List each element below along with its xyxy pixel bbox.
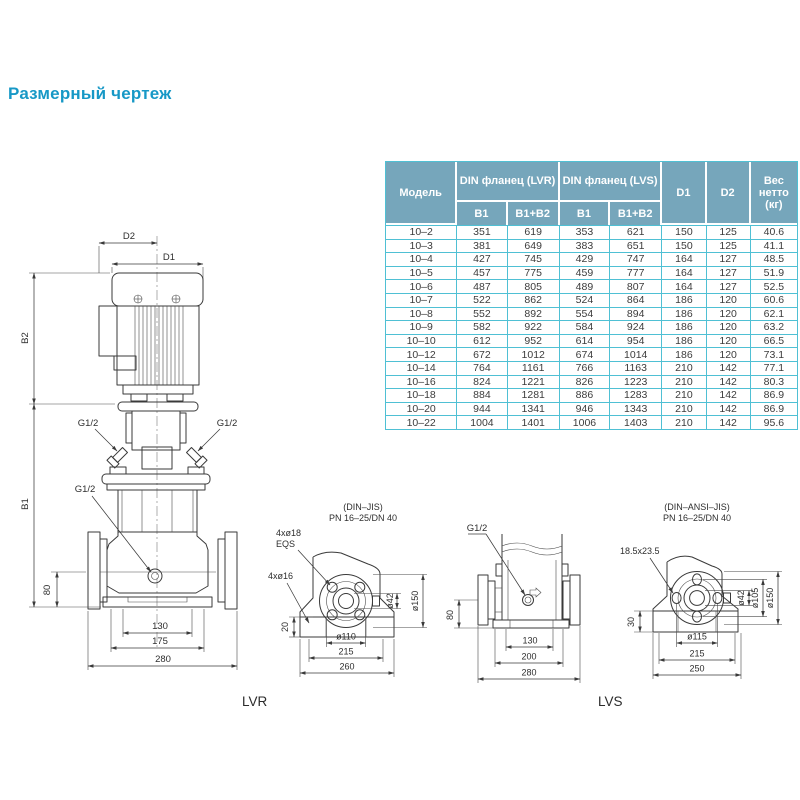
table-cell: 127 [707,279,751,293]
table-row [386,279,797,293]
dim-30-label: 30 [626,616,636,628]
table-cell: 120 [707,293,751,307]
table-cell: 884 [457,388,507,402]
table-cell: 142 [707,375,751,389]
table-row [386,415,797,429]
hole-callout-eqs: EQS [276,539,296,549]
table-cell: 651 [610,239,662,253]
table-cell: 922 [508,320,560,334]
lvs-end-title: (DIN–ANSI–JIS) [664,502,730,512]
dim-80-label: 80 [42,584,53,596]
table-cell: 66.5 [751,334,797,348]
table-cell: 48.5 [751,252,797,266]
g12-label-left: G1/2 [77,418,99,429]
table-cell: 150 [662,239,706,253]
dim-d150-label: ø150 [765,587,775,609]
dim-200-label: 200 [521,651,537,662]
dim-130-label: 130 [522,635,538,646]
table-cell: 924 [610,320,662,334]
lvr-end-subtitle: PN 16–25/DN 40 [328,513,398,523]
table-cell: 186 [662,307,706,321]
page-title: Размерный чертеж [8,84,172,103]
table-cell: 164 [662,279,706,293]
lvr-end-view-drawing [253,500,463,700]
table-cell: 210 [662,375,706,389]
table-cell: 95.6 [751,415,797,429]
base-foot [493,620,569,628]
table-cell: 41.1 [751,239,797,253]
table-cell: 80.3 [751,375,797,389]
table-cell: 892 [508,307,560,321]
table-cell: 459 [560,266,610,280]
vent-plug-right [185,446,207,468]
table-cell: 10–9 [386,320,457,334]
vent-plug-left [107,446,129,468]
table-cell: 489 [560,279,610,293]
suction-flange [88,532,100,609]
table-cell: 1403 [610,415,662,429]
table-cell: 142 [707,361,751,375]
table-cell: 944 [457,402,507,416]
table-cell: 1012 [508,347,560,361]
table-cell: 552 [457,307,507,321]
table-cell: 10–6 [386,279,457,293]
table-cell: 649 [508,239,560,253]
table-row [386,375,797,389]
table-row [386,266,797,280]
table-cell: 582 [457,320,507,334]
table-cell: 142 [707,402,751,416]
table-cell: 186 [662,320,706,334]
table-cell: 524 [560,293,610,307]
table-row [386,293,797,307]
drain-plug [523,595,534,606]
flange-right [570,575,580,625]
dim-20-label: 20 [280,621,290,633]
table-cell: 86.9 [751,402,797,416]
dim-250-label: 250 [689,663,705,674]
table-cell: 1281 [508,388,560,402]
col-header-lvs-b1: B1 [560,202,610,225]
hole-callout-4x18: 4xø18 [276,528,302,538]
table-cell: 10–18 [386,388,457,402]
table-cell: 1341 [508,402,560,416]
table-cell: 554 [560,307,610,321]
table-cell: 612 [457,334,507,348]
coupling-flange [118,402,198,411]
pump-head-column [132,411,180,450]
flange-left [478,575,488,625]
dim-215-label: 215 [338,646,354,657]
table-cell: 60.6 [751,293,797,307]
table-cell: 63.2 [751,320,797,334]
table-row [386,225,797,239]
drain-boss [373,596,380,606]
dimensions-table-grid [386,162,797,429]
col-header-lvr-b1b2: B1+B2 [508,202,560,225]
table-cell: 10–16 [386,375,457,389]
col-header-weight: Вес нетто (кг) [751,162,797,225]
table-cell: 10–12 [386,347,457,361]
table-cell: 10–14 [386,361,457,375]
col-header-lvs-group: DIN фланец (LVS) [560,162,663,202]
table-cell: 142 [707,415,751,429]
col-header-lvr-group: DIN фланец (LVR) [457,162,560,202]
table-cell: 1006 [560,415,610,429]
table-cell: 10–22 [386,415,457,429]
table-row [386,320,797,334]
table-cell: 52.5 [751,279,797,293]
table-cell: 621 [610,225,662,239]
table-cell: 186 [662,293,706,307]
slot-callout: 18.5x23.5 [620,546,660,556]
table-cell: 894 [610,307,662,321]
table-cell: 747 [610,252,662,266]
table-cell: 120 [707,334,751,348]
table-cell: 1401 [508,415,560,429]
table-cell: 1343 [610,402,662,416]
table-row [386,239,797,253]
dim-b2-label: B2 [20,332,31,344]
casing-outline [313,552,380,574]
table-cell: 614 [560,334,610,348]
table-cell: 745 [508,252,560,266]
table-cell: 487 [457,279,507,293]
table-cell: 1163 [610,361,662,375]
table-cell: 584 [560,320,610,334]
table-cell: 125 [707,239,751,253]
table-cell: 86.9 [751,388,797,402]
lvs-end-subtitle: PN 16–25/DN 40 [662,513,732,523]
table-cell: 954 [610,334,662,348]
table-cell: 10–10 [386,334,457,348]
g12-label: G1/2 [466,523,488,534]
table-body [386,225,797,429]
table-cell: 672 [457,347,507,361]
table-cell: 946 [560,402,610,416]
table-cell: 210 [662,361,706,375]
table-cell: 186 [662,347,706,361]
col-header-d2: D2 [707,162,751,225]
table-cell: 807 [610,279,662,293]
table-cell: 125 [707,225,751,239]
dim-d150-label: ø150 [410,590,420,612]
dim-d42-label: ø42 [385,593,395,609]
dim-260-label: 260 [339,661,355,672]
table-row [386,252,797,266]
table-cell: 1221 [508,375,560,389]
discharge-flange [225,532,237,609]
table-cell: 886 [560,388,610,402]
table-cell: 10–7 [386,293,457,307]
dimensions-table [385,161,798,430]
table-cell: 73.1 [751,347,797,361]
table-cell: 674 [560,347,610,361]
table-cell: 142 [707,388,751,402]
table-cell: 210 [662,402,706,416]
g12-label-right: G1/2 [216,418,238,429]
table-cell: 766 [560,361,610,375]
table-cell: 210 [662,388,706,402]
lvs-end-view-drawing [612,498,800,702]
table-cell: 1014 [610,347,662,361]
table-cell: 1004 [457,415,507,429]
table-cell: 10–4 [386,252,457,266]
pump-casing [118,490,197,532]
table-row [386,307,797,321]
table-row [386,388,797,402]
table-row [386,361,797,375]
table-cell: 120 [707,347,751,361]
dim-d2-label: D2 [122,231,136,242]
table-cell: 210 [662,415,706,429]
volute-body [107,532,208,593]
table-cell: 381 [457,239,507,253]
dim-d110-label: ø110 [336,631,356,642]
table-cell: 427 [457,252,507,266]
table-cell: 150 [662,225,706,239]
dim-d42-label: ø42 [736,590,746,606]
dim-b1-label: B1 [20,498,31,510]
lvs-label: LVS [598,694,623,709]
lvr-label: LVR [242,694,268,709]
table-cell: 826 [560,375,610,389]
table-cell: 824 [457,375,507,389]
table-cell: 62.1 [751,307,797,321]
table-cell: 522 [457,293,507,307]
table-cell: 351 [457,225,507,239]
dim-280-label: 280 [521,667,537,678]
table-cell: 77.1 [751,361,797,375]
table-cell: 457 [457,266,507,280]
table-cell: 775 [508,266,560,280]
motor-bracket [99,306,117,356]
lvs-front-view-drawing [442,520,627,695]
table-cell: 952 [508,334,560,348]
dim-d115-label: ø115 [687,631,707,642]
mounting-flange [102,474,210,484]
col-header-model: Модель [386,162,457,225]
table-cell: 777 [610,266,662,280]
dim-175-label: 175 [152,636,168,647]
table-cell: 186 [662,334,706,348]
table-cell: 1223 [610,375,662,389]
col-header-d1: D1 [662,162,706,225]
table-cell: 862 [508,293,560,307]
table-cell: 864 [610,293,662,307]
table-cell: 10–2 [386,225,457,239]
table-cell: 10–3 [386,239,457,253]
table-header [386,162,797,225]
table-cell: 164 [662,252,706,266]
table-cell: 120 [707,307,751,321]
lvr-end-title: (DIN–JIS) [343,502,383,512]
dim-d105-label: ø105 [750,587,760,609]
motor-foot [123,385,193,394]
g12-label-drain: G1/2 [74,484,96,495]
motor-fins [135,306,183,385]
table-cell: 1161 [508,361,560,375]
dim-d1-label: D1 [162,252,176,263]
table-cell: 10–20 [386,402,457,416]
table-cell: 353 [560,225,610,239]
table-cell: 1283 [610,388,662,402]
table-cell: 764 [457,361,507,375]
table-cell: 40.6 [751,225,797,239]
dim-215-label: 215 [689,648,705,659]
col-header-lvr-b1: B1 [457,202,507,225]
motor-fan-cover [112,273,203,306]
table-row [386,402,797,416]
table-cell: 383 [560,239,610,253]
table-row [386,347,797,361]
table-cell: 164 [662,266,706,280]
table-cell: 805 [508,279,560,293]
table-cell: 127 [707,252,751,266]
hole-callout-4x16: 4xø16 [268,571,294,581]
table-cell: 51.9 [751,266,797,280]
dim-280-label: 280 [155,654,171,665]
table-cell: 10–5 [386,266,457,280]
table-cell: 127 [707,266,751,280]
table-row [386,334,797,348]
dim-80-label: 80 [445,609,455,621]
table-cell: 619 [508,225,560,239]
motor-body [117,306,199,385]
table-cell: 120 [707,320,751,334]
table-cell: 429 [560,252,610,266]
dim-130-label: 130 [152,621,168,632]
table-cell: 10–8 [386,307,457,321]
col-header-lvs-b1b2: B1+B2 [610,202,662,225]
